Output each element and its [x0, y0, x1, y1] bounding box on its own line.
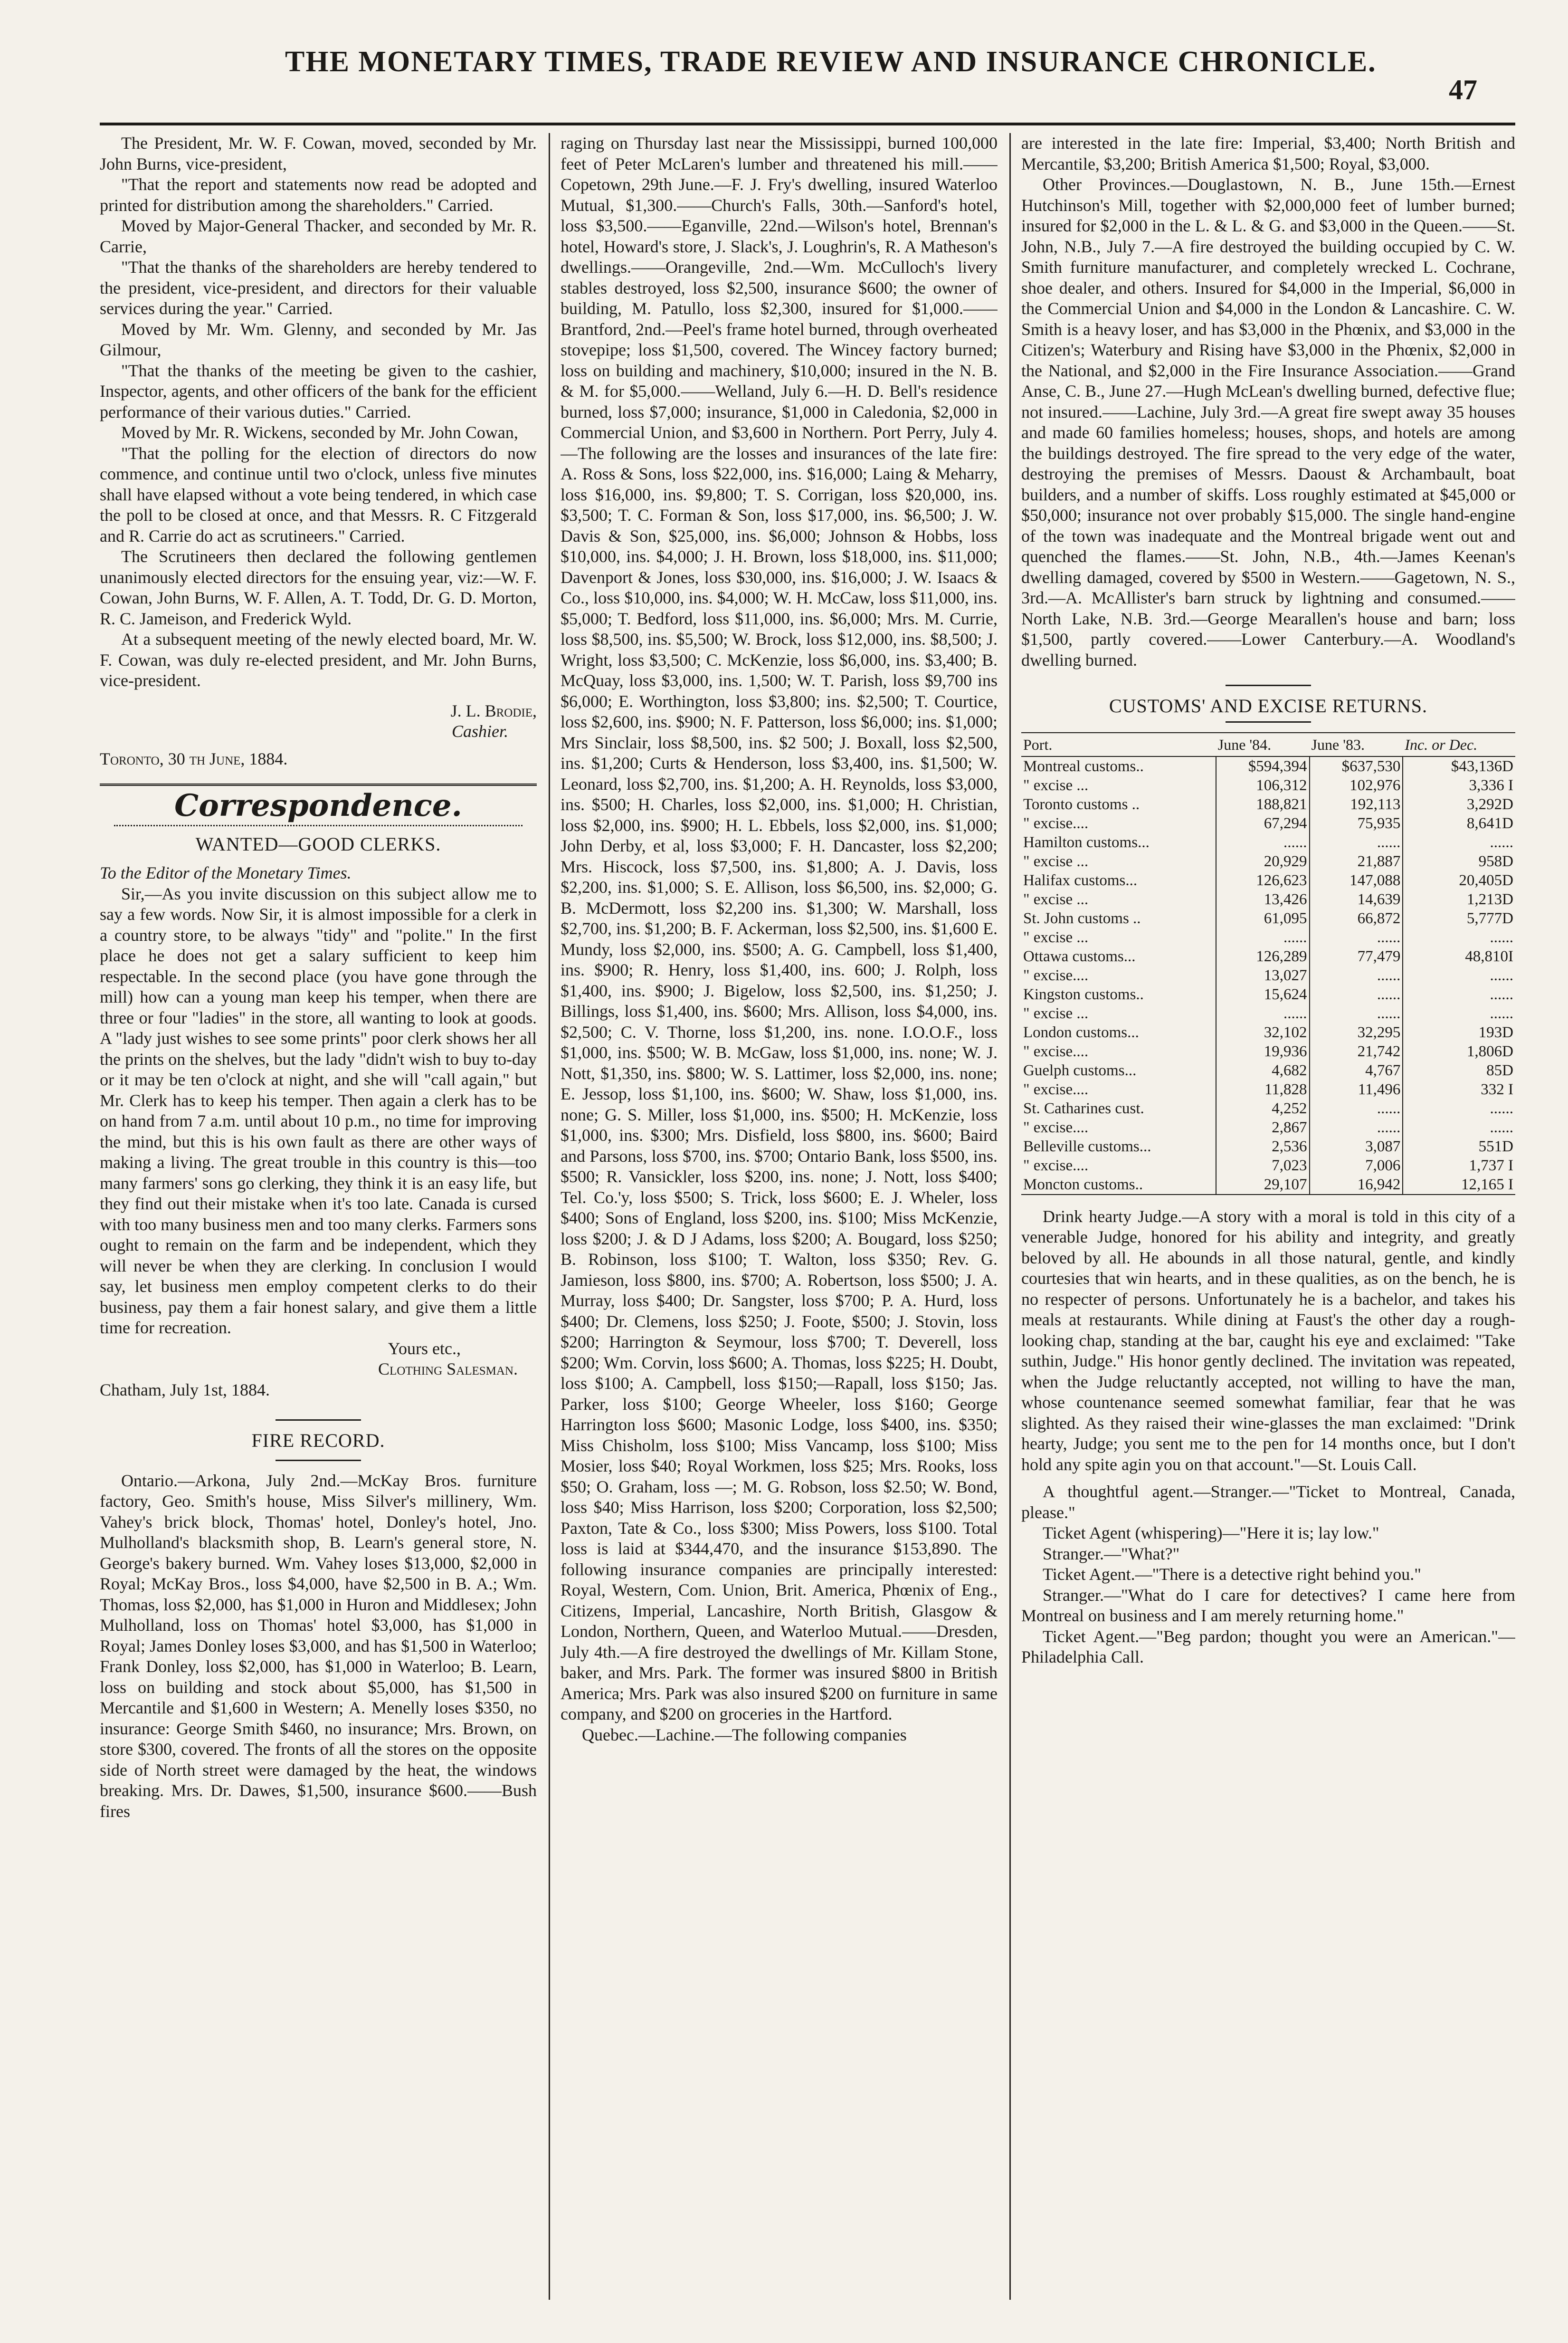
value-cell: 192,113 — [1310, 795, 1403, 814]
letter-signature: Clothing Salesman. — [378, 1359, 518, 1378]
page-number: 47 — [1449, 74, 1477, 105]
value-cell: 19,936 — [1216, 1042, 1310, 1061]
value-cell: 102,976 — [1310, 776, 1403, 795]
column-header: June '83. — [1310, 733, 1403, 756]
port-cell: " excise.... — [1023, 1119, 1089, 1136]
table-row — [1021, 985, 1515, 1004]
value-cell: 4,767 — [1310, 1061, 1403, 1080]
value-cell: 5,777D — [1403, 909, 1515, 928]
paragraph: Ticket Agent (whispering)—"Here it is; lay low." — [1043, 1523, 1379, 1542]
paragraph: Drink hearty Judge.—A story with a moral is told in this city of a venerable Judge, honored for his ability and integrity, and greatly beloved by all. He abounds in all those natural, gentle, and kindly courtesies that win hearts, and in these qualities, as on the bench, he is no respecter of persons. Unfortunately he is a bachelor, and takes his meals at restaurants. While dining at Faust's the other day a rough-looking chap, standing at the bar, caught his eye and exclaimed: "Take suthin, Judge." His honor gently declined. The invitation was repeated, when the Judge reluctantly accepted, not willing to have the man, whose countenance seemed somewhat familiar, fear that he was slighted. As they raised their wine-glasses the man exclaimed: "Drink hearty, Judge; you sent me to the pen for 14 months once, but I don't hold any spite agin you on that account."—St. Louis Call. — [1021, 1206, 1515, 1474]
signature-title: Cashier. — [451, 722, 508, 741]
port-cell: Ottawa customs... — [1023, 947, 1136, 965]
port-cell: Toronto customs .. — [1023, 795, 1140, 813]
value-cell: ...... — [1310, 833, 1403, 852]
port-cell: Guelph customs... — [1023, 1062, 1137, 1079]
port-cell: " excise.... — [1023, 1081, 1089, 1098]
paragraph: "That the report and statements now read be adopted and printed for distribution among the shareholders." Carried. — [100, 175, 537, 215]
paragraph: Moved by Mr. Wm. Glenny, and seconded by Mr. Jas Gilmour, — [100, 319, 537, 359]
value-cell: 16,942 — [1310, 1175, 1403, 1195]
letter-body: Sir,—As you invite discussion on this subject allow me to say a few words. Now Sir, it is almost impossible for a clerk in a country store, to be always "tidy" and "polite." In the first place he does not get a salary sufficient to keep him respectable. In the second place (you have gone through the mill) how can a young man keep his temper, when there are three or four "ladies" in the store, all wanting to look at goods. A "lady just wishes to see some prints" poor clerk shows her all the prints on the shelves, but the lady "didn't wish to buy to-day or it may be ten o'clock at night, and she will "call again," but Mr. Clerk has to keep his temper. Then again a clerk has to be on hand from 7 a.m. until about 10 p.m., no time for improving the mind, but this is his own fault as there are other ways of making a living. The great trouble in this country is this—too many farmers' sons go clerking, they think it is an easy life, but they find out their mistake when it's too late. Canada is cursed with too many business men and too many clerks. Farmers sons ought to remain on the farm and be independent, which they will never be when they are clerking. In conclusion I would say, let business men employ competent clerks to do their business, pay them a fair honest salary, and give them a little time for recreation. — [100, 884, 537, 1337]
port-cell: St. John customs .. — [1023, 909, 1141, 927]
value-cell: ...... — [1403, 928, 1515, 947]
port-cell: " excise.... — [1023, 1157, 1089, 1174]
paragraph: Stranger.—"What?" — [1043, 1544, 1180, 1563]
table-row — [1021, 1061, 1515, 1080]
port-cell: Montreal customs.. — [1023, 757, 1144, 775]
value-cell: 66,872 — [1310, 909, 1403, 928]
value-cell: 48,810I — [1403, 947, 1515, 966]
column-divider-1 — [549, 133, 550, 2300]
port-cell: Belleville customs... — [1023, 1138, 1151, 1155]
table-row — [1021, 814, 1515, 833]
value-cell: 106,312 — [1216, 776, 1310, 795]
value-cell: 7,023 — [1216, 1156, 1310, 1175]
value-cell: 1,806D — [1403, 1042, 1515, 1061]
section-rule — [276, 1419, 361, 1421]
section-rule — [1226, 685, 1311, 686]
table-row — [1021, 1023, 1515, 1042]
paragraph: "That the polling for the election of directors do now commence, and continue until two o'clock, unless five minutes shall have elapsed without a vote being tendered, in which case the poll to be closed at once, and that Messrs. R. C Fitzgerald and R. Carrie do act as scrutineers." Carried. — [100, 443, 537, 545]
port-cell: " excise ... — [1023, 1004, 1089, 1022]
column-3 — [1021, 133, 1515, 2300]
fire-record-heading: FIRE RECORD. — [251, 1430, 385, 1451]
value-cell: 11,496 — [1310, 1080, 1403, 1099]
signature-name: J. L. Brodie, — [450, 701, 537, 720]
value-cell: ...... — [1403, 1004, 1515, 1023]
value-cell: 551D — [1403, 1137, 1515, 1156]
value-cell: 3,336 I — [1403, 776, 1515, 795]
paragraph: Stranger.—"What do I care for detectives? I came here from Montreal on business and I am merely returning home." — [1021, 1585, 1515, 1625]
table-row — [1021, 871, 1515, 890]
value-cell: 4,252 — [1216, 1099, 1310, 1118]
value-cell: 67,294 — [1216, 814, 1310, 833]
value-cell: 8,641D — [1403, 814, 1515, 833]
table-row — [1021, 795, 1515, 814]
value-cell: 193D — [1403, 1023, 1515, 1042]
value-cell: 20,929 — [1216, 852, 1310, 871]
value-cell: ...... — [1310, 928, 1403, 947]
value-cell: ...... — [1310, 985, 1403, 1004]
letter-closing: Yours etc., — [388, 1339, 461, 1358]
paragraph: Moved by Major-General Thacker, and seconded by Mr. R. Carrie, — [100, 216, 537, 256]
value-cell: ...... — [1216, 928, 1310, 947]
header-rule — [100, 123, 1515, 125]
table-row — [1021, 1156, 1515, 1175]
value-cell: ...... — [1403, 833, 1515, 852]
value-cell: 32,295 — [1310, 1023, 1403, 1042]
port-cell: " excise ... — [1023, 776, 1089, 794]
column-2 — [561, 133, 998, 2300]
port-cell: " excise ... — [1023, 928, 1089, 946]
value-cell: $594,394 — [1216, 756, 1310, 776]
customs-table-heading: CUSTOMS' AND EXCISE RETURNS. — [1109, 695, 1428, 717]
section-rule — [1226, 721, 1311, 723]
value-cell: 188,821 — [1216, 795, 1310, 814]
value-cell: 61,095 — [1216, 909, 1310, 928]
dateline: Toronto, 30 th June, 1884. — [100, 749, 288, 768]
value-cell: ...... — [1216, 1004, 1310, 1023]
section-rule — [100, 784, 537, 786]
value-cell: 126,623 — [1216, 871, 1310, 890]
value-cell: ...... — [1403, 985, 1515, 1004]
value-cell: 3,292D — [1403, 795, 1515, 814]
customs-excise-table — [1021, 732, 1515, 1195]
section-rule — [276, 1460, 361, 1461]
table-row — [1021, 1042, 1515, 1061]
paragraph: The President, Mr. W. F. Cowan, moved, seconded by Mr. John Burns, vice-president, — [100, 134, 537, 173]
value-cell: 7,006 — [1310, 1156, 1403, 1175]
port-cell: Hamilton customs... — [1023, 833, 1150, 851]
page-header — [0, 0, 1568, 119]
value-cell: 2,867 — [1216, 1118, 1310, 1137]
port-cell: Halifax customs... — [1023, 871, 1138, 889]
paragraph: Ticket Agent.—"There is a detective right behind you." — [1043, 1565, 1421, 1584]
value-cell: 147,088 — [1310, 871, 1403, 890]
value-cell: 13,027 — [1216, 966, 1310, 985]
value-cell: ...... — [1310, 1099, 1403, 1118]
table-row — [1021, 890, 1515, 909]
value-cell: 29,107 — [1216, 1175, 1310, 1195]
paragraph: "That the thanks of the shareholders are hereby tendered to the president, vice-president, and directors for their valuable services during the year." Carried. — [100, 258, 537, 318]
value-cell: 77,479 — [1310, 947, 1403, 966]
table-row — [1021, 966, 1515, 985]
table-row — [1021, 852, 1515, 871]
column-1 — [100, 133, 537, 2300]
column-header: Inc. or Dec. — [1403, 733, 1515, 756]
paragraph: Ticket Agent.—"Beg pardon; thought you were an American."—Philadelphia Call. — [1021, 1626, 1515, 1666]
letter-salutation: To the Editor of the Monetary Times. — [100, 863, 352, 882]
column-header: Port. — [1021, 733, 1216, 756]
value-cell: ...... — [1403, 1118, 1515, 1137]
port-cell: " excise.... — [1023, 1042, 1089, 1060]
value-cell: 1,737 I — [1403, 1156, 1515, 1175]
column-divider-2 — [1009, 133, 1011, 2300]
port-cell: London customs... — [1023, 1023, 1139, 1041]
table-row — [1021, 833, 1515, 852]
value-cell: 12,165 I — [1403, 1175, 1515, 1195]
value-cell: 85D — [1403, 1061, 1515, 1080]
letter-heading: WANTED—GOOD CLERKS. — [195, 833, 441, 855]
paragraph: Other Provinces.—Douglastown, N. B., June 15th.—Ernest Hutchinson's Mill, together with $2,000,000 feet of lumber burned; insured for $2,000 in the L. & L. & G. and $3,000 in the Queen.——St. John, N.B., July 7.—A fire destroyed the building occupied by C. W. Smith furniture manufacturer, and completely wrecked L. Cochrane, shoe dealer, and others. Insured for $4,000 in the Imperial, $6,000 in the Commercial Union and $4,000 in the London & Lancashire. C. W. Smith is a heavy loser, and has $3,000 in the Phœnix, and $3,000 in the Citizen's; Waterbury and Rising have $3,000 in the Phœnix, $2,000 in the National, and $2,000 in the Fire Insurance Association.——Grand Anse, C. B., June 27.—Hugh McLean's dwelling burned, defective flue; not insured.——Lachine, July 3rd.—A great fire swept away 35 houses and made 60 families homeless; houses, shops, and hotels are among the buildings destroyed. The fire spread to the very edge of the water, destroying the premises of Messrs. Daoust & Archambault, boat builders, and a number of skiffs. Loss roughly estimated at $45,000 or $50,000; insurance not over probably $15,000. The single hand-engine of the town was inadequate and the Montreal brigade went out and quenched the flames.——St. John, N.B., 4th.—James Keenan's dwelling damaged, covered by $500 in Western.——Gagetown, N. S., 3rd.—A. McAllister's barn struck by lightning and consumed.——North Lake, N.B. 3rd.—George Mearallen's house and barn; loss $1,500, partly covered.——Lower Canterbury.—A. Woodland's dwelling burned. — [1021, 175, 1515, 669]
value-cell: 13,426 — [1216, 890, 1310, 909]
paragraph: "That the thanks of the meeting be given to the cashier, Inspector, agents, and other officers of the bank for the efficient performance of their various duties." Carried. — [100, 361, 537, 421]
table-row — [1021, 909, 1515, 928]
value-cell: ...... — [1310, 966, 1403, 985]
table-row — [1021, 928, 1515, 947]
value-cell: $637,530 — [1310, 756, 1403, 776]
paragraph: Quebec.—Lachine.—The following companies — [582, 1725, 907, 1744]
table-row — [1021, 1099, 1515, 1118]
value-cell: 75,935 — [1310, 814, 1403, 833]
paragraph: Moved by Mr. R. Wickens, seconded by Mr. John Cowan, — [121, 423, 518, 442]
fire-record-continued: raging on Thursday last near the Mississippi, burned 100,000 feet of Peter McLaren's lumber and threatened his mill.——Copetown, 29th June.—F. J. Fry's dwelling, insured Waterloo Mutual, $1,300.——Church's Falls, 30th.—Sanford's hotel, loss $3,500.——Eganville, 22nd.—Wilson's hotel, Brennan's hotel, Howard's store, J. Slack's, J. Loughrin's, R. A Matheson's dwellings.——Orangeville, 2nd.—Wm. McCulloch's livery stables destroyed, loss $2,500, insurance $600; the owner of building, M. Patullo, loss $2,300, insured for $1,000.——Brantford, 2nd.—Peel's frame hotel burned, through overheated stovepipe; loss $1,500, covered. The Wincey factory burned; loss on building and machinery, $10,000; insured in the N. B. & M. for $5,000.——Welland, July 6.—H. D. Bell's residence burned, loss $7,000; insurance, $1,000 in Caledonia, $2,000 in Commercial Union, and $3,600 in Northern. Port Perry, July 4.—The following are the losses and insurances of the late fire: A. Ross & Sons, loss $22,000, ins. $16,000; Laing & Meharry, loss $16,000, ins. $9,800; T. S. Corrigan, loss $20,000, ins. $3,500; T. C. Forman & Son, loss $17,000, ins. $6,500; J. W. Davis & Son, $25,000, ins. $6,000; Johnson & Hobbs, loss $10,000, ins. $4,000; J. H. Brown, loss $18,000, ins. $11,000; Davenport & Jones, loss $30,000, ins. $16,000; J. W. Isaacs & Co., loss $10,000, ins. $4,000; W. H. McCaw, loss $11,000, ins. $5,000; T. Bedford, loss $11,000, ins. $6,000; Mrs. M. Currie, loss $8,500, ins. $5,500; W. Brock, loss $12,000, ins. $8,500; J. Wright, loss $3,500; C. McKenzie, loss $6,000, ins. $3,400; B. McQuay, loss $3,000, ins. 1,500; W. T. Parish, loss $9,700 ins $6,000; E. Worthington, loss $3,800; ins. $2,500; T. Courtice, loss $2,600, ins. $900; N. F. Patterson, loss $6,000; ins. $1,000; Mrs Sinclair, loss $8,500, ins. $2 500; J. Boxall, loss $2,500, ins. $1,200; Curts & Henderson, loss $3,400, ins. $1,500; W. Leonard, loss $2,700, ins. $1,200; A. H. Reynolds, loss $3,000, ins. $500; H. Charles, loss $2,000, ins. $1,000; H. Christian, loss $2,000, ins. $900; H. L. Ebbels, loss $2,000, ins. $1,000; John Derby, et al, loss $3,000; F. H. Dancaster, loss $2,200; Mrs. Hiscock, loss $7,500, ins. $1,800; A. J. Davis, loss $2,200, ins. $1,000; S. E. Allison, loss $6,500, ins. $2,000; G. B. McDermott, loss $2,200 ins. $1,300; W. Marshall, loss $2,700, ins. $1,200; B. F. Ackerman, loss $2,500, ins. $1,600 E. Mundy, loss $2,000, ins. $500; A. G. Campbell, loss $1,400, ins. $900; R. Henry, loss $1,400, ins. 600; J. Rolph, loss $1,400, ins. $900; J. Bigelow, loss $2,500, ins. $1,250; J. Billings, loss $1,400, ins. $600; Mrs. Allison, loss $4,000, ins. $2,500; C. V. Thorne, loss $1,200, ins. none. I.O.O.F., loss $1,000, ins. $500; W. B. McGaw, loss $1,000, ins. none; W. J. Nott, $1,350, ins. $800; W. S. Lattimer, loss $2,000, ins. none; E. Jessop, loss $1,100, ins. $600; W. Shaw, loss $1,000, ins. none; G. S. Miller, loss $1,000, ins. $500; H. McKenzie, loss $1,000, ins. $300; Mrs. Disfield, loss $800, ins. $600; Baird and Parsons, loss $700, ins. $700; Ontario Bank, loss $500, ins. $500; R. Vansickler, loss $200, ins. none; J. Nott, loss $400; Tel. Co.'y, loss $500; S. Trick, loss $600; E. J. Wheler, loss $400; Sons of England, loss $200, ins. $100; Miss McKenzie, loss $200; J. & D J Adams, loss $200; A. Bougard, loss $250; B. Robinson, loss $100; T. Walton, loss $350; Rev. G. Jamieson, loss $800, ins. $700; A. Robertson, loss $500; J. A. Murray, loss $400; Dr. Sangster, loss $700; P. A. Hurd, loss $400; Dr. Clemens, loss $250; J. Foote, $500; J. Stovin, loss $200; Harrington & Seymour, loss $700; T. Deverell, loss $200; Wm. Corvin, loss $600; A. Thomas, loss $225; H. Doubt, loss $100; A. Campbell, loss $150;—Rapall, loss $150; Jas. Parker, loss $100; George Wheeler, loss $160; George Harrington loss $600; Masonic Lodge, loss $400, ins. $350; Miss Chisholm, loss $100; Miss Vancamp, loss $100; Miss Mosier, loss $40; Royal Workmen, loss $25; Mrs. Rooks, loss $50; O. Graham, loss —; M. G. Robson, loss $2.50; W. Bond, loss $40; Miss Harrison, loss $200; Corporation, loss $2,500; Paxton, Tate & Co., loss $300; Miss Powers, loss $100. Total loss is laid at $344,470, and the insurance $153,890. The following insurance companies are principally interested: Royal, Western, Com. Union, Brit. America, Phœnix of Eng., Citizens, Imperial, Lancashire, North British, Glasgow & London, Northern, Queen, and Waterloo Mutual.——Dresden, July 4th.—A fire destroyed the dwellings of Mr. Killam Stone, baker, and Mrs. Park. The former was insured $800 in British America; Mrs. Park was also insured $200 on furniture in same company, and $200 on groceries in the Hartford. — [561, 134, 998, 1723]
value-cell: 958D — [1403, 852, 1515, 871]
table-row — [1021, 1137, 1515, 1156]
value-cell: 21,742 — [1310, 1042, 1403, 1061]
value-cell: 332 I — [1403, 1080, 1515, 1099]
port-cell: " excise ... — [1023, 852, 1089, 870]
table-row — [1021, 1118, 1515, 1137]
value-cell: ...... — [1403, 966, 1515, 985]
value-cell: ...... — [1310, 1118, 1403, 1137]
port-cell: Moncton customs.. — [1021, 1175, 1216, 1195]
table-row — [1021, 947, 1515, 966]
letter-dateline: Chatham, July 1st, 1884. — [100, 1380, 270, 1399]
table-row — [1021, 1004, 1515, 1023]
value-cell: ...... — [1403, 1099, 1515, 1118]
value-cell: ...... — [1216, 833, 1310, 852]
publication-title: THE MONETARY TIMES, TRADE REVIEW AND INSURANCE CHRONICLE. — [285, 46, 1377, 78]
value-cell: $43,136D — [1403, 756, 1515, 776]
value-cell: 1,213D — [1403, 890, 1515, 909]
port-cell: " excise ... — [1023, 890, 1089, 908]
table-row — [1021, 1175, 1515, 1195]
paragraph: A thoughtful agent.—Stranger.—"Ticket to Montreal, Canada, please." — [1021, 1482, 1515, 1522]
port-cell: " excise.... — [1023, 814, 1089, 832]
value-cell: 15,624 — [1216, 985, 1310, 1004]
table-row — [1021, 776, 1515, 795]
table-header-row — [1021, 733, 1515, 756]
paragraph: At a subsequent meeting of the newly elected board, Mr. W. F. Cowan, was duly re-elected president, and Mr. John Burns, vice-president. — [100, 630, 537, 690]
table-row — [1021, 756, 1515, 776]
table-row — [1021, 1080, 1515, 1099]
column-header: June '84. — [1216, 733, 1310, 756]
value-cell: 32,102 — [1216, 1023, 1310, 1042]
value-cell: ...... — [1310, 1004, 1403, 1023]
value-cell: 11,828 — [1216, 1080, 1310, 1099]
value-cell: 14,639 — [1310, 890, 1403, 909]
value-cell: 2,536 — [1216, 1137, 1310, 1156]
value-cell: 3,087 — [1310, 1137, 1403, 1156]
fire-record-body: Ontario.—Arkona, July 2nd.—McKay Bros. furniture factory, Geo. Smith's house, Miss Silver's millinery, Wm. Vahey's brick block, Thomas' hotel, Donley's hotel, Jno. Mulholland's blacksmith shop, B. Learn's general store, N. George's bakery burned. Wm. Vahey loses $13,000, $2,000 in Royal; McKay Bros., loss $4,000, have $2,500 in B. A.; Wm. Thomas, loss $2,000, has $1,000 in Huron and Middlesex; John Mulholland, loss on Thomas' hotel $3,000, has $1,000 in Royal; James Donley loses $3,000, and has $1,500 in Waterloo; Frank Donley, loss $2,000, has $1,000 in Waterloo; B. Learn, loss on building and stock about $5,000, has $1,500 in Mercantile and $1,600 in Western; A. Menelly loses $350, no insurance: George Smith $460, no insurance; Mrs. Brown, on store $300, covered. The fronts of all the stores on the opposite side of North street were damaged by the heat, the windows breaking. Mrs. Dr. Dawes, $1,500, insurance $600.——Bush fires — [100, 1471, 537, 1821]
port-cell: St. Catharines cust. — [1023, 1100, 1144, 1117]
value-cell: 126,289 — [1216, 947, 1310, 966]
port-cell: Kingston customs.. — [1023, 985, 1144, 1003]
value-cell: 21,887 — [1310, 852, 1403, 871]
port-cell: " excise.... — [1023, 966, 1089, 984]
value-cell: 20,405D — [1403, 871, 1515, 890]
paragraph: The Scrutineers then declared the following gentlemen unanimously elected directors for the ensuing year, viz:—W. F. Cowan, John Burns, W. F. Allen, A. T. Todd, Dr. G. D. Morton, R. C. Jameison, and Frederick Wyld. — [100, 547, 537, 628]
paragraph: are interested in the late fire: Imperial, $3,400; North British and Mercantile, $3,200; British America $1,500; Royal, $3,000. — [1021, 134, 1515, 173]
value-cell: 4,682 — [1216, 1061, 1310, 1080]
correspondence-heading: Correspondence. — [174, 788, 462, 823]
